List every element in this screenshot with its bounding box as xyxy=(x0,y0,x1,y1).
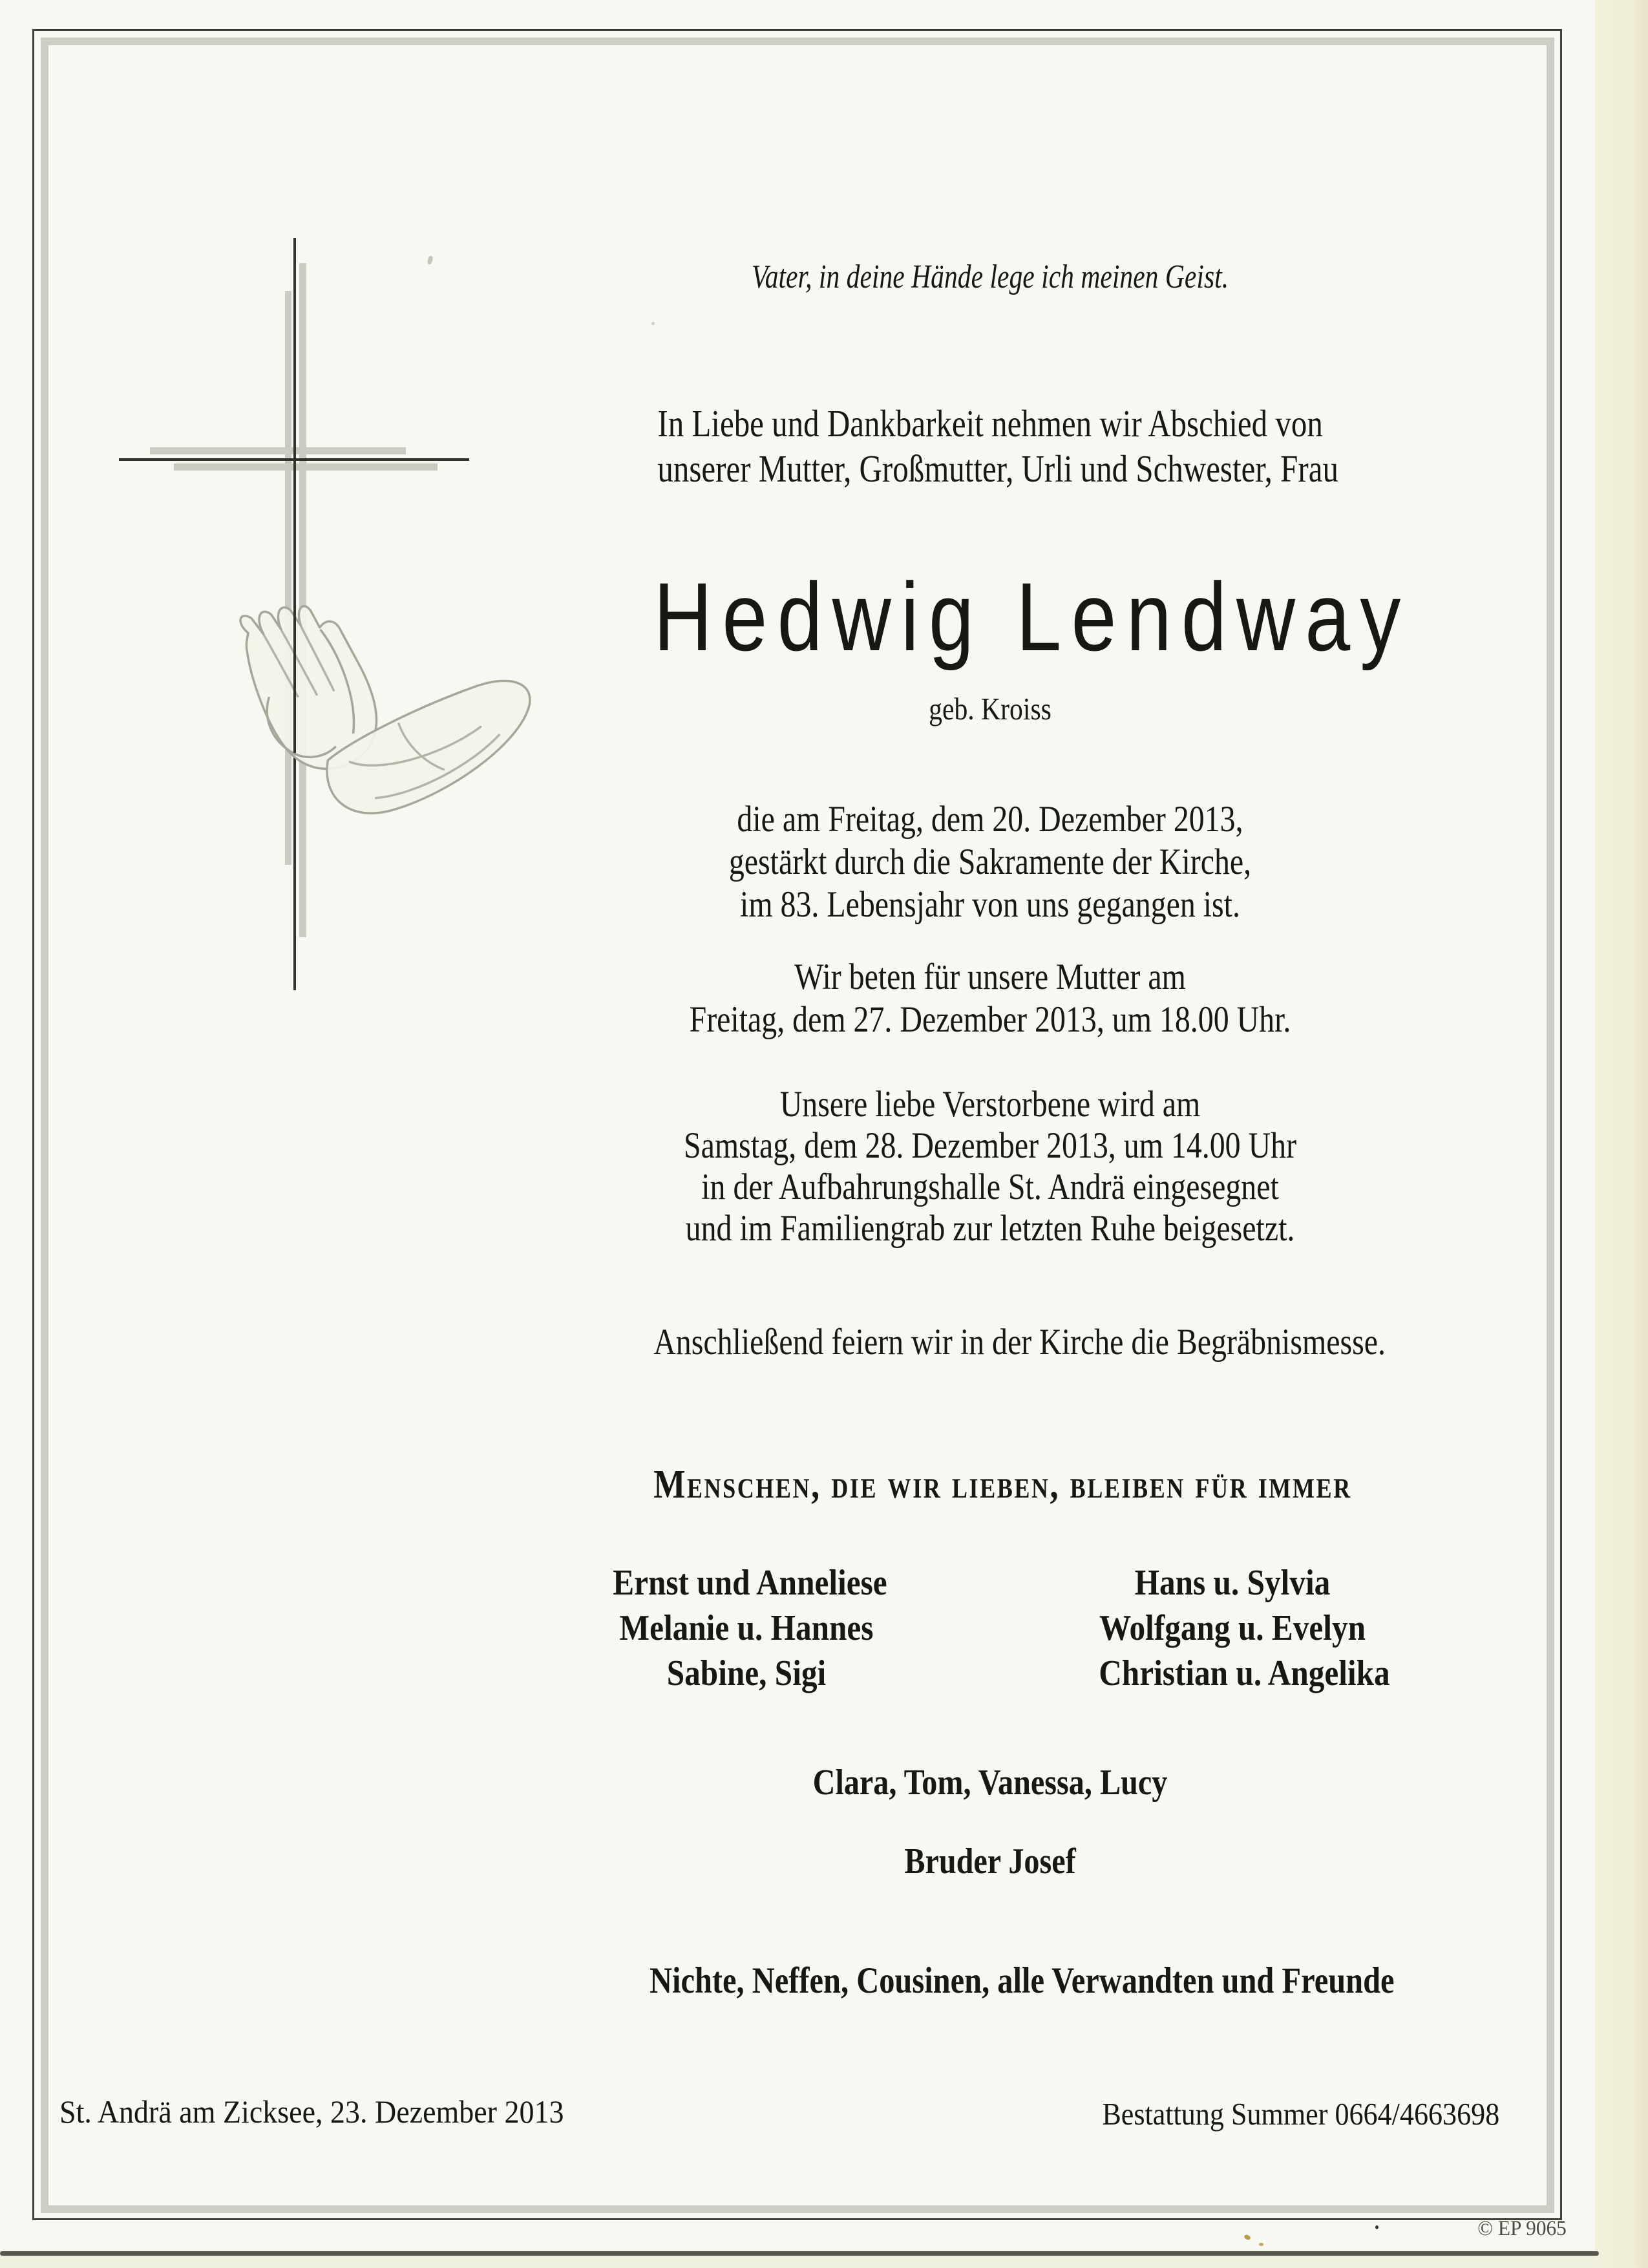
scanner-bed-bottom xyxy=(0,2256,1648,2268)
cross-horizontal-gray-top xyxy=(150,447,406,454)
funeral-info-line: Unsere liebe Verstorbene wird am xyxy=(779,1084,1201,1125)
opening-quote: Vater, in deine Hände lege ich meinen Geist. xyxy=(751,259,1229,295)
paper-bottom-edge xyxy=(0,2251,1599,2256)
scanner-bed-right xyxy=(1595,0,1648,2268)
motto-heading: Menschen, die wir lieben, bleiben für immer xyxy=(653,1463,1352,1507)
death-info-line: die am Freitag, dem 20. Dezember 2013, xyxy=(737,799,1243,840)
birth-name: geb. Kroiss xyxy=(929,691,1051,726)
relatives-line: Nichte, Neffen, Cousinen, alle Verwandten und Freunde xyxy=(650,1960,1395,2001)
funeral-info-line: Samstag, dem 28. Dezember 2013, um 14.00 Uhr xyxy=(683,1125,1297,1166)
prayer-info xyxy=(653,956,1327,1041)
mourner-name: Sabine, Sigi xyxy=(666,1653,827,1693)
death-info xyxy=(653,798,1327,926)
mourner-name: Ernst und Anneliese xyxy=(613,1563,887,1603)
scan-speck xyxy=(651,322,655,325)
mourners-column-right xyxy=(1099,1560,1390,1696)
scan-speck xyxy=(1259,2243,1263,2246)
intro-line: unserer Mutter, Großmutter, Urli und Schwester, Frau xyxy=(657,447,1338,490)
cross-vertical-dark-upper xyxy=(293,238,296,753)
mourner-name: Wolfgang u. Evelyn xyxy=(1099,1608,1366,1648)
brother-line: Bruder Josef xyxy=(904,1841,1076,1881)
grandchildren-line: Clara, Tom, Vanessa, Lucy xyxy=(812,1763,1168,1803)
deceased-name: Hedwig Lendway xyxy=(653,562,1411,671)
mourners-column-left xyxy=(613,1560,887,1696)
funeral-info-line: und im Familiengrab zur letzten Ruhe beigesetzt. xyxy=(685,1208,1295,1249)
place-and-date: St. Andrä am Zicksee, 23. Dezember 2013 xyxy=(59,2093,564,2130)
prayer-info-line: Wir beten für unsere Mutter am xyxy=(794,957,1186,997)
scan-speck xyxy=(1375,2225,1379,2229)
mass-info: Anschließend feiern wir in der Kirche die Begräbnismesse. xyxy=(653,1322,1386,1362)
mourner-name: Hans u. Sylvia xyxy=(1134,1563,1331,1603)
funeral-info xyxy=(653,1084,1327,1249)
intro-line: In Liebe und Dankbarkeit nehmen wir Abschied von xyxy=(657,402,1323,445)
death-info-line: gestärkt durch die Sakramente der Kirche, xyxy=(728,842,1252,882)
intro-text xyxy=(657,401,1338,491)
print-code: © EP 9065 xyxy=(1477,2217,1567,2240)
praying-hands-icon xyxy=(163,547,628,877)
death-info-line: im 83. Lebensjahr von uns gegangen ist. xyxy=(740,884,1240,925)
scan-speck xyxy=(1243,2234,1251,2241)
funeral-info-line: in der Aufbahrungshalle St. Andrä eingesegnet xyxy=(701,1167,1279,1207)
mourner-name: Melanie u. Hannes xyxy=(619,1608,874,1648)
funeral-home-contact: Bestattung Summer 0664/4663698 xyxy=(1102,2096,1499,2132)
mourner-name: Christian u. Angelika xyxy=(1099,1653,1390,1693)
cross-horizontal-gray-bottom xyxy=(174,463,438,471)
prayer-info-line: Freitag, dem 27. Dezember 2013, um 18.00 Uhr. xyxy=(689,999,1291,1040)
